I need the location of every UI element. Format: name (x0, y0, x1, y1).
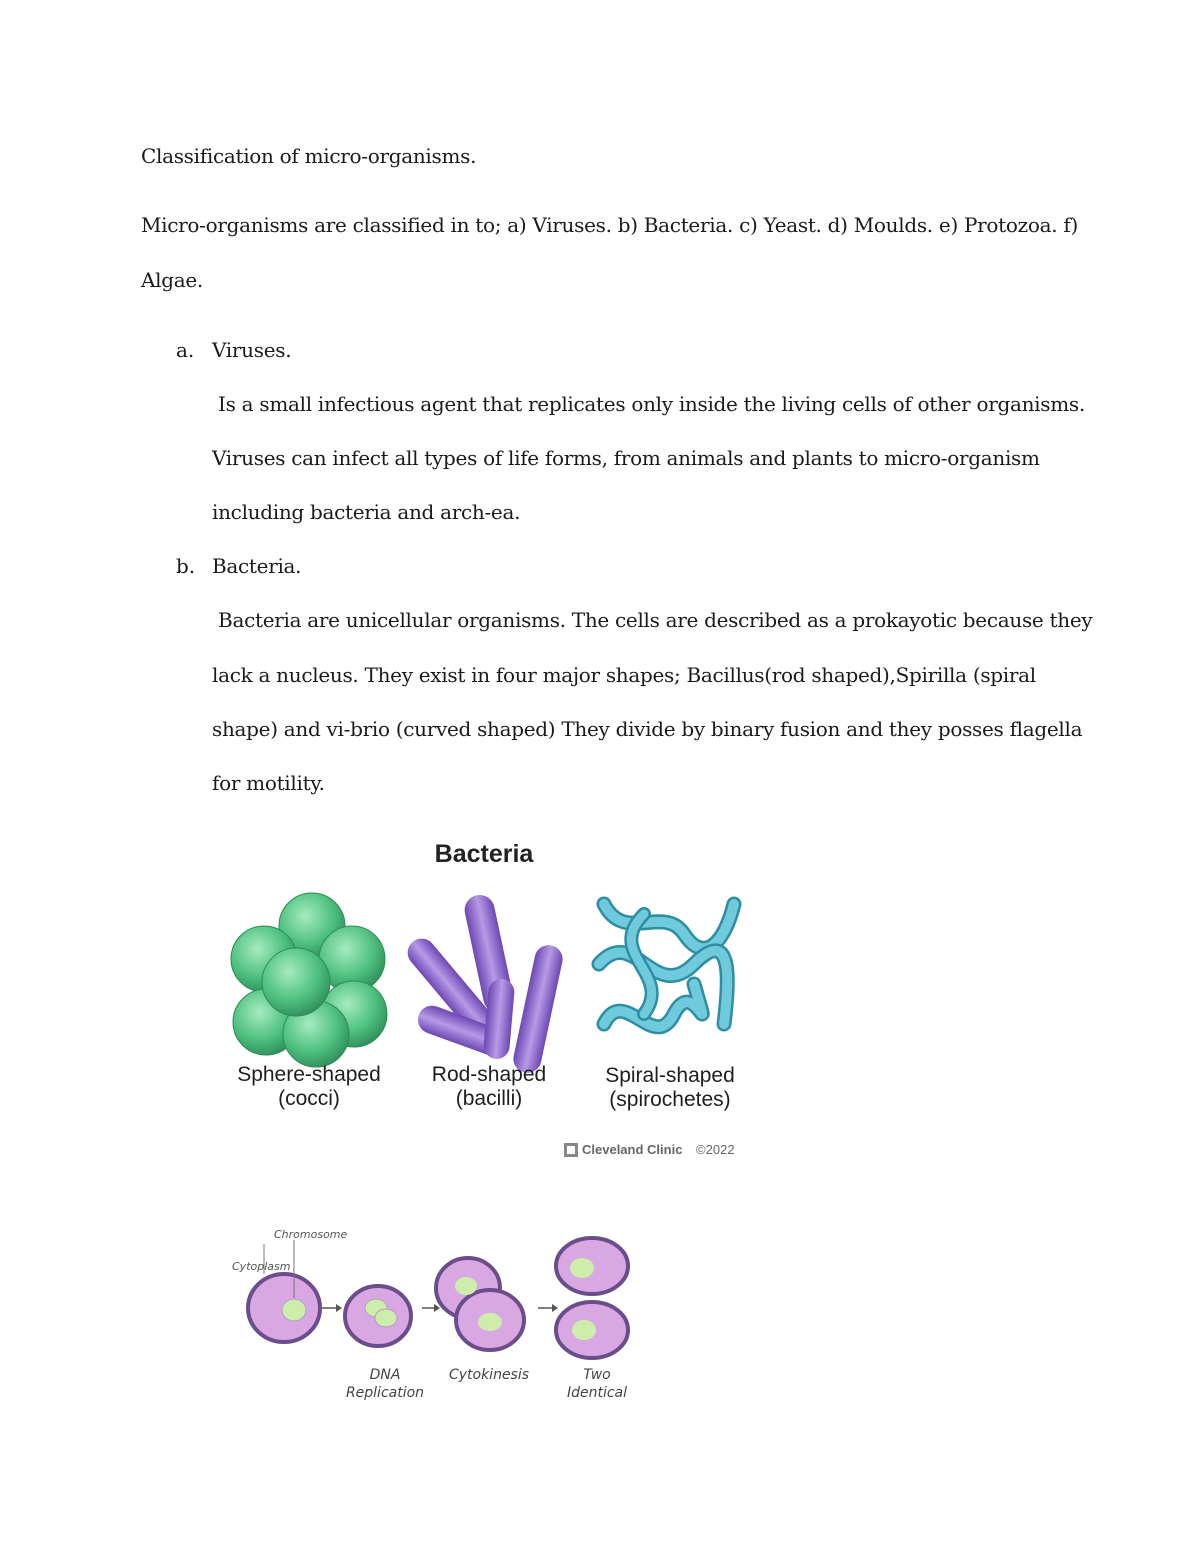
caption-cocci (224, 1063, 394, 1111)
label-chromosome: Chromosome (274, 1228, 348, 1241)
intro-line-2: Algae. (141, 268, 203, 292)
label-two-identical (554, 1366, 640, 1402)
viruses-body-line-3: including bacteria and arch-ea. (212, 500, 521, 524)
arrow-3-icon (538, 1304, 558, 1312)
cell-2-icon (345, 1286, 411, 1346)
label-two-identical-line2: Identical (566, 1385, 628, 1401)
image-credit (564, 1142, 735, 1157)
cocci-icon (231, 893, 387, 1067)
label-dna-replication (340, 1366, 430, 1402)
cleveland-clinic-logo-icon (564, 1143, 578, 1157)
daughter-cells-icon (556, 1238, 628, 1358)
bacteria-body-line-2: lack a nucleus. They exist in four major shapes; Bacillus(rod shaped),Spirilla (spiral (212, 663, 1036, 687)
caption-cocci-line1: Sphere-shaped (237, 1063, 381, 1086)
caption-spirochetes (585, 1064, 755, 1112)
bacteria-body-line-4: for motility. (212, 771, 325, 795)
intro-line-1: Micro-organisms are classified in to; a) Viruses. b) Bacteria. c) Yeast. d) Moulds. e) Protozoa. f) (141, 213, 1078, 237)
caption-cocci-line2: (cocci) (278, 1087, 340, 1110)
label-cytoplasm: Cytoplasm (232, 1260, 291, 1273)
label-cytokinesis: Cytokinesis (448, 1367, 530, 1383)
section-heading-viruses: Viruses. (212, 338, 292, 362)
bacteria-body-line-1: Bacteria are unicellular organisms. The cells are described as a prokayotic because they (212, 608, 1093, 632)
label-dna-replication-line2: Replication (345, 1385, 425, 1401)
bacteria-shapes-figure (224, 836, 744, 1166)
credit-year: ©2022 (696, 1142, 735, 1157)
caption-spirochetes-line1: Spiral-shaped (605, 1064, 735, 1087)
caption-bacilli-line2: (bacilli) (455, 1087, 523, 1110)
bacteria-body-line-3: shape) and vi-brio (curved shaped) They divide by binary fusion and they posses flagella (212, 717, 1083, 741)
list-marker-a: a. (176, 338, 195, 362)
caption-spirochetes-line2: (spirochetes) (609, 1088, 731, 1111)
list-marker-b: b. (176, 554, 196, 578)
binary-fission-figure (222, 1222, 642, 1404)
spirochetes-icon (599, 904, 734, 1027)
viruses-body-line-1: Is a small infectious agent that replicates only inside the living cells of other organisms. (212, 392, 1085, 416)
cell-1-icon (248, 1274, 320, 1342)
arrow-2-icon (422, 1304, 440, 1312)
document-title: Classification of micro-organisms. (141, 144, 477, 168)
viruses-body-line-2: Viruses can infect all types of life forms, from animals and plants to micro-organism (212, 446, 1040, 470)
caption-bacilli (404, 1063, 574, 1111)
caption-bacilli-line1: Rod-shaped (431, 1063, 547, 1086)
section-heading-bacteria: Bacteria. (212, 554, 302, 578)
label-dna-replication-line1: DNA (369, 1367, 401, 1383)
bacilli-icon (402, 892, 565, 1075)
label-two-identical-line1: Two (583, 1367, 611, 1383)
cell-3-icon (436, 1258, 524, 1350)
figure-title: Bacteria (434, 840, 534, 868)
credit-name: Cleveland Clinic (582, 1142, 683, 1157)
arrow-1-icon (322, 1304, 342, 1312)
